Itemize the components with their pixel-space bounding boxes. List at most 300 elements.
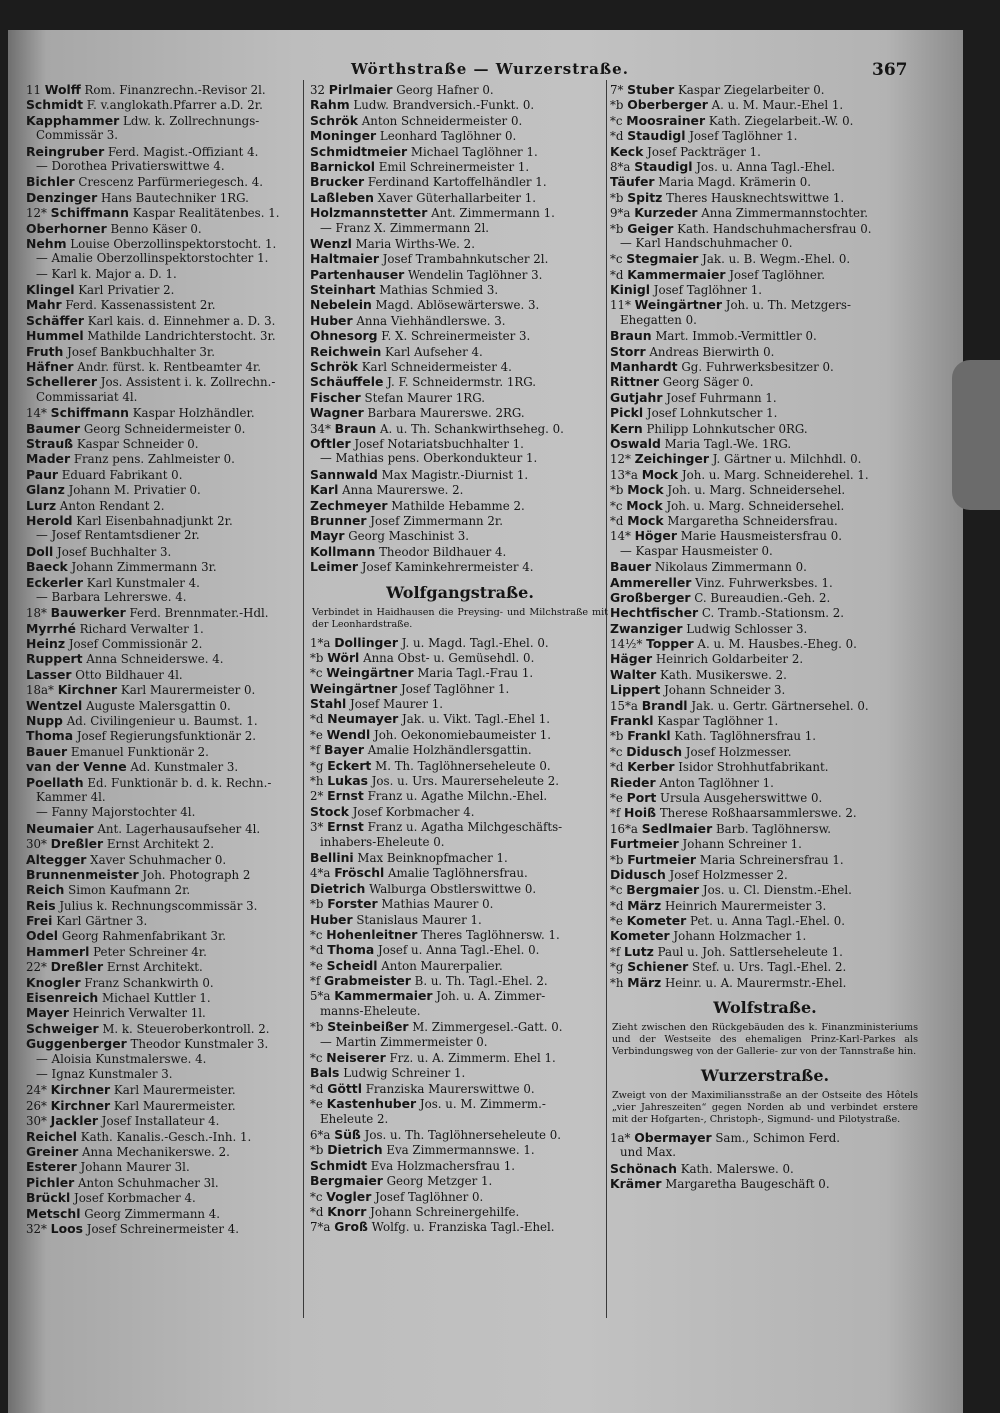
directory-entry — [610, 251, 920, 266]
resident-details: Jos. u. Urs. Maurerseheleute 2. — [371, 774, 559, 789]
directory-entry — [610, 821, 920, 836]
entry-continuation: — Martin Zimmermeister 0. — [320, 1034, 488, 1049]
resident-details: F. v.anglokath.Pfarrer a.D. 2r. — [86, 98, 263, 113]
resident-details: Georg Metzger 1. — [386, 1174, 493, 1189]
resident-surname: Braun — [610, 328, 652, 344]
resident-details: Walburga Obstlerswittwe 0. — [369, 881, 537, 896]
resident-surname: Bergmaier — [310, 1173, 383, 1189]
house-number: *e — [610, 790, 623, 805]
house-number: 30* — [26, 837, 47, 852]
resident-surname: Lurz — [26, 497, 57, 513]
house-number: *c — [610, 252, 623, 267]
directory-entry — [26, 775, 298, 790]
resident-surname: Rittner — [610, 374, 659, 390]
directory-entry — [610, 482, 920, 497]
resident-surname: Grabmeister — [324, 973, 411, 989]
resident-surname: Eckert — [327, 757, 372, 773]
resident-surname: Hohenleitner — [326, 926, 418, 942]
house-number: 7* — [610, 83, 624, 97]
house-number: *b — [610, 729, 624, 744]
resident-details: Johann M. Privatier 0. — [68, 483, 201, 498]
resident-surname: Steinbeißer — [327, 1019, 409, 1035]
directory-entry — [610, 913, 920, 928]
directory-entry — [26, 436, 298, 451]
resident-surname: Süß — [334, 1127, 361, 1142]
directory-entry — [610, 713, 920, 728]
resident-surname: Neumayer — [327, 711, 399, 727]
resident-details: J. F. Schneidermstr. 1RG. — [387, 375, 537, 390]
resident-details: Max Magistr.-Diurnist 1. — [381, 467, 529, 482]
directory-entry — [610, 698, 920, 713]
resident-details: Jos. Assistent i. k. Zollrechn.- — [100, 375, 276, 390]
directory-entry — [26, 621, 298, 636]
house-number: 32 — [310, 83, 326, 97]
house-number: 12* — [610, 452, 631, 467]
resident-details: Stanislaus Maurer 1. — [356, 912, 482, 927]
house-number: *d — [310, 943, 324, 958]
directory-entry — [26, 1206, 298, 1221]
directory-entry — [610, 728, 920, 743]
resident-details: Mathias Maurer 0. — [381, 897, 494, 912]
resident-details: Josef Installateur 4. — [101, 1114, 220, 1129]
resident-surname: Dreßler — [50, 836, 104, 852]
directory-entry — [310, 190, 610, 205]
resident-surname: Schiffmann — [50, 405, 129, 421]
resident-details: Kath. Ziegelarbeit.-W. 0. — [708, 113, 854, 128]
resident-surname: Mayer — [26, 1005, 69, 1021]
directory-entry — [26, 913, 298, 928]
directory-entry — [26, 482, 298, 497]
house-number: 18a* — [26, 683, 54, 698]
resident-surname: Wagner — [310, 405, 364, 421]
resident-details: Heinrich Maurermeister 3. — [664, 898, 827, 913]
resident-surname: Schiener — [627, 959, 689, 975]
resident-details: Georg Hafner 0. — [396, 83, 494, 97]
house-number: *b — [610, 221, 624, 236]
resident-details: Karl Kunstmaler 4. — [86, 575, 200, 590]
house-number: *b — [610, 98, 624, 113]
directory-entry — [310, 205, 610, 220]
resident-details: Josef Trambahnkutscher 2l. — [382, 252, 549, 267]
house-number: *d — [310, 712, 324, 727]
resident-surname: Metschl — [26, 1205, 81, 1221]
directory-entry — [26, 97, 298, 112]
directory-entry — [310, 97, 610, 112]
resident-details: Kath. Musikerswe. 2. — [660, 667, 787, 682]
house-number: *f — [610, 944, 621, 959]
street-description: Verbindet in Haidhausen die Preysing- und Milchstraße mit der Leonhardstraße. — [312, 606, 608, 630]
resident-details: Amalie Taglöhnersfrau. — [388, 866, 528, 881]
directory-entry — [310, 159, 610, 174]
resident-surname: Schrök — [310, 359, 358, 375]
entry-continuation: — Mathias pens. Oberkondukteur 1. — [320, 451, 538, 466]
resident-details: Karl Maurermeister. — [113, 1098, 236, 1113]
resident-details: Barb. Taglöhnersw. — [715, 821, 832, 836]
resident-details: Ludwig Schreiner 1. — [343, 1066, 466, 1081]
resident-surname: Bichler — [26, 174, 75, 190]
resident-details: Ant. Lagerhausaufseher 4l. — [97, 821, 261, 836]
house-number: *e — [310, 1097, 323, 1112]
resident-surname: Mayr — [310, 528, 345, 544]
house-number: 16*a — [610, 821, 638, 836]
directory-entry — [26, 759, 298, 774]
directory-entry — [310, 528, 610, 543]
house-number: 32* — [26, 1221, 47, 1236]
directory-entry — [610, 390, 920, 405]
resident-surname: Kerber — [627, 759, 675, 775]
resident-details: Theres Taglöhnersw. 1. — [421, 927, 560, 942]
house-number: 5*a — [310, 989, 331, 1004]
directory-entry — [310, 374, 610, 389]
directory-entry — [310, 1096, 610, 1111]
directory-entry — [26, 205, 298, 220]
directory-entry — [310, 113, 610, 128]
directory-entry — [610, 667, 920, 682]
resident-details: Anna Zimmermannstochter. — [701, 206, 869, 221]
resident-details: Josef Korbmacher 4. — [352, 804, 475, 819]
resident-details: Karl Eisenbahnadjunkt 2r. — [76, 513, 233, 528]
resident-details: Ant. Zimmermann 1. — [431, 206, 555, 221]
directory-entry — [26, 313, 298, 328]
directory-entry — [26, 928, 298, 943]
resident-details: Ferd. Magist.-Offiziant 4. — [107, 144, 259, 159]
house-number: 34* — [310, 421, 331, 436]
resident-details: Johann Maurer 3l. — [80, 1160, 190, 1175]
directory-entry — [310, 804, 610, 819]
directory-entry — [26, 221, 298, 236]
resident-details: Jos. u. Anna Tagl.-Ehel. — [696, 159, 835, 174]
resident-surname: Oswald — [610, 435, 661, 451]
resident-details: Benno Käser 0. — [110, 221, 202, 236]
resident-surname: Fröschl — [334, 865, 385, 881]
house-number: 18* — [26, 606, 47, 621]
resident-details: Josef Fuhrmann 1. — [666, 390, 777, 405]
resident-surname: Hummel — [26, 328, 84, 344]
resident-surname: Jackler — [50, 1113, 98, 1129]
resident-details: Karl Gärtner 3. — [56, 914, 148, 929]
resident-surname: Mock — [641, 466, 679, 482]
resident-surname: Rieder — [610, 774, 656, 790]
resident-details: Xaver Schuhmacher 0. — [90, 852, 227, 867]
entry-continuation: Ehegatten 0. — [620, 312, 697, 327]
resident-surname: Großberger — [610, 589, 691, 605]
resident-surname: Walter — [610, 666, 657, 682]
resident-details: Georg Maschinist 3. — [348, 529, 470, 544]
resident-details: Ferd. Kassenassistent 2r. — [65, 298, 216, 313]
resident-details: Jak. u. Gertr. Gärtnersehel. 0. — [691, 698, 869, 713]
directory-entry — [610, 113, 920, 128]
resident-details: Josef Regierungsfunktionär 2. — [76, 729, 257, 744]
column-divider-1 — [303, 80, 304, 1318]
directory-entry — [610, 190, 920, 205]
resident-surname: Weingärtner — [634, 297, 722, 313]
resident-surname: Kirchner — [57, 682, 118, 698]
resident-details: J. Gärtner u. Milchhdl. 0. — [712, 452, 862, 467]
directory-entry — [610, 790, 920, 805]
resident-details: Kath. Taglöhnersfrau 1. — [674, 729, 817, 744]
house-number: 1*a — [310, 635, 331, 650]
resident-details: Michael Taglöhner 1. — [410, 144, 538, 159]
resident-details: Crescenz Parfürmeriegesch. 4. — [78, 175, 264, 190]
directory-entry — [610, 605, 920, 620]
resident-surname: Zechmeyer — [310, 497, 388, 513]
resident-surname: Sedlmaier — [641, 820, 713, 836]
resident-details: Heinrich Goldarbeiter 2. — [655, 652, 804, 667]
directory-entry — [310, 144, 610, 159]
directory-entry — [26, 467, 298, 482]
resident-surname: Lasser — [26, 666, 72, 682]
directory-entry — [310, 1189, 610, 1204]
column-1 — [26, 82, 298, 1236]
resident-details: M. Zimmergesel.-Gatt. 0. — [412, 1020, 563, 1035]
house-number: 9*a — [610, 206, 631, 221]
directory-entry — [310, 328, 610, 343]
resident-surname: Schmidt — [26, 97, 84, 113]
resident-surname: Odel — [26, 928, 59, 944]
house-number: 1a* — [610, 1131, 631, 1146]
house-number: 3* — [310, 820, 324, 835]
directory-entry — [310, 912, 610, 927]
resident-surname: Kometer — [626, 913, 687, 929]
resident-surname: Denzinger — [26, 189, 98, 205]
resident-surname: Baumer — [26, 420, 81, 436]
resident-details: Johann Holzmacher 1. — [673, 929, 807, 944]
resident-surname: Oftler — [310, 435, 351, 451]
resident-surname: Holzmannstetter — [310, 205, 428, 221]
resident-details: Johann Schreiner 1. — [682, 837, 802, 852]
resident-details: Eva Holzmachersfrau 1. — [370, 1158, 515, 1173]
house-number: *e — [310, 958, 323, 973]
resident-details: Ernst Architekt 2. — [106, 837, 215, 852]
resident-surname: Reingruber — [26, 143, 105, 159]
directory-entry — [310, 467, 610, 482]
directory-entry — [26, 1159, 298, 1174]
resident-details: Karl Maurermeister 0. — [120, 683, 256, 698]
house-number: 13*a — [610, 467, 638, 482]
resident-surname: Nehm — [26, 235, 67, 251]
resident-surname: Wolff — [44, 82, 81, 97]
house-number: *b — [310, 1143, 324, 1158]
street-heading: Wolfgangstraße. — [386, 582, 534, 602]
resident-surname: Steinhart — [310, 282, 376, 298]
house-number: 7*a — [310, 1220, 331, 1235]
directory-entry — [26, 667, 298, 682]
directory-entry — [26, 605, 298, 620]
entry-continuation: und Max. — [620, 1145, 677, 1160]
resident-details: Louise Oberzollinspektorstocht. 1. — [70, 236, 277, 251]
house-number: *h — [310, 774, 324, 789]
resident-details: Amalie Holzhändlersgattin. — [367, 743, 532, 758]
resident-surname: Myrrhé — [26, 620, 76, 636]
directory-entry — [610, 467, 920, 482]
resident-surname: Schönach — [610, 1160, 677, 1176]
resident-details: Georg Rahmenfabrikant 3r. — [61, 929, 227, 944]
directory-entry — [26, 1021, 298, 1036]
directory-entry — [310, 711, 610, 726]
directory-entry — [310, 988, 610, 1003]
resident-surname: Kurzeder — [634, 205, 698, 221]
resident-details: Maria Tagl.-We. 1RG. — [664, 436, 792, 451]
resident-surname: Reis — [26, 897, 56, 913]
resident-surname: Kammermaier — [627, 266, 726, 282]
directory-entry — [26, 421, 298, 436]
resident-surname: Staudigl — [627, 128, 686, 144]
resident-details: Maria Schreinersfrau 1. — [699, 852, 844, 867]
directory-entry — [310, 865, 610, 880]
resident-surname: Baeck — [26, 559, 68, 575]
resident-details: Joh. u. Th. Metzgers- — [725, 298, 851, 313]
resident-surname: Kern — [610, 420, 643, 436]
directory-entry — [310, 758, 610, 773]
directory-entry — [26, 1221, 298, 1236]
resident-surname: Glanz — [26, 482, 65, 498]
resident-details: Simon Kaufmann 2r. — [68, 883, 191, 898]
house-number: *f — [610, 806, 621, 821]
directory-entry — [26, 713, 298, 728]
directory-entry — [310, 1127, 610, 1142]
resident-details: J. u. Magd. Tagl.-Ehel. 0. — [401, 635, 549, 650]
resident-details: Anton Schuhmacher 3l. — [78, 1175, 219, 1190]
resident-details: Theodor Bildhauer 4. — [379, 544, 507, 559]
entry-continuation: — Dorothea Privatierswittwe 4. — [36, 158, 225, 173]
resident-details: B. u. Th. Tagl.-Ehel. 2. — [414, 974, 548, 989]
entry-continuation: Eheleute 2. — [320, 1111, 389, 1126]
directory-entry — [26, 359, 298, 374]
resident-surname: Haltmaier — [310, 251, 379, 267]
resident-details: Andr. fürst. k. Rentbeamter 4r. — [77, 360, 261, 375]
directory-entry — [310, 773, 610, 788]
resident-details: Johann Schreinergehilfe. — [370, 1204, 520, 1219]
resident-surname: Häfner — [26, 359, 74, 375]
directory-entry — [610, 205, 920, 220]
house-number: *c — [610, 113, 623, 128]
directory-entry — [610, 836, 920, 851]
resident-surname: Kirchner — [50, 1082, 111, 1098]
resident-details: Theres Hausknechtswittwe 1. — [666, 190, 845, 205]
entry-continuation: Kammer 4l. — [36, 789, 106, 804]
directory-entry — [310, 1142, 610, 1157]
resident-details: Pet. u. Anna Tagl.-Ehel. 0. — [690, 914, 846, 929]
house-number: 6*a — [310, 1128, 331, 1142]
directory-entry — [26, 821, 298, 836]
resident-details: Anna Obst- u. Gemüsehdl. 0. — [363, 650, 535, 665]
directory-entry — [310, 927, 610, 942]
directory-entry — [26, 1005, 298, 1020]
resident-surname: Krämer — [610, 1176, 662, 1192]
resident-details: Eva Zimmermannswe. 1. — [386, 1143, 535, 1158]
resident-surname: Bayer — [324, 742, 365, 758]
house-number: *b — [610, 483, 624, 498]
resident-surname: Ohnesorg — [310, 328, 378, 344]
resident-surname: Ernst — [327, 788, 364, 804]
directory-entry — [26, 374, 298, 389]
resident-details: Josef Korbmacher 4. — [73, 1191, 196, 1206]
resident-surname: Brandl — [641, 697, 688, 713]
resident-details: Josef Holzmesser. — [685, 744, 792, 759]
house-number: *b — [310, 650, 324, 665]
resident-surname: Rahm — [310, 97, 350, 113]
directory-entry — [310, 635, 610, 650]
house-number: *f — [310, 743, 321, 758]
resident-details: Franz u. Agathe Milchn.-Ehel. — [367, 789, 548, 804]
resident-details: Joh. Oekonomiebaumeister 1. — [373, 727, 551, 742]
resident-surname: Bauer — [610, 559, 652, 575]
directory-entry — [26, 297, 298, 312]
resident-surname: Nebelein — [310, 297, 372, 313]
directory-entry — [610, 451, 920, 466]
resident-details: Josef Bankbuchhalter 3r. — [67, 344, 216, 359]
house-number: *h — [610, 975, 624, 990]
directory-entry — [26, 559, 298, 574]
resident-surname: Kollmann — [310, 543, 376, 559]
resident-details: Richard Verwalter 1. — [79, 621, 204, 636]
resident-surname: Höger — [634, 528, 677, 544]
directory-entry — [26, 328, 298, 343]
resident-details: Sam., Schimon Ferd. — [715, 1131, 841, 1146]
resident-details: Anna Schneiderswe. 4. — [86, 652, 224, 667]
directory-entry — [310, 267, 610, 282]
resident-surname: Sannwald — [310, 466, 378, 482]
resident-details: Nikolaus Zimmermann 0. — [654, 560, 807, 575]
resident-details: Isidor Strohhutfabrikant. — [678, 760, 829, 775]
street-description: Zieht zwischen den Rückgebäuden des k. Finanzministeriums und der Westseite des ehemaligen Prinz-Karl-Parkes als Verbindungsweg von der Gallerie- zur von der Tannstraße hin. — [612, 1022, 918, 1058]
directory-entry — [310, 819, 610, 834]
resident-surname: Storr — [610, 343, 646, 359]
house-number: 11 — [26, 83, 42, 97]
house-number: *e — [610, 914, 623, 929]
resident-surname: Herold — [26, 512, 73, 528]
resident-surname: Stock — [310, 803, 349, 819]
directory-entry — [310, 1081, 610, 1096]
resident-details: Maria Tagl.-Frau 1. — [417, 666, 534, 681]
resident-details: Josef Lohnkutscher 1. — [646, 406, 778, 421]
house-number: *e — [310, 727, 323, 742]
resident-surname: Stuber — [627, 82, 675, 97]
resident-details: Johann Schneider 3. — [664, 683, 786, 698]
directory-entry — [26, 990, 298, 1005]
resident-details: Georg Zimmermann 4. — [84, 1206, 221, 1221]
resident-details: Josef Taglöhner. — [729, 267, 825, 282]
directory-entry — [310, 881, 610, 896]
entry-continuation: — Fanny Majorstochter 4l. — [36, 805, 196, 820]
resident-surname: van der Venne — [26, 759, 127, 775]
resident-surname: Braun — [334, 420, 377, 436]
directory-entry — [610, 328, 920, 343]
resident-details: Kaspar Schneider 0. — [76, 436, 199, 451]
resident-surname: Lukas — [327, 773, 368, 789]
resident-surname: Brückl — [26, 1190, 71, 1206]
resident-surname: Strauß — [26, 435, 74, 451]
entry-continuation: — Barbara Lehrerswe. 4. — [36, 589, 187, 604]
resident-details: Josef Taglöhner 0. — [375, 1189, 484, 1204]
resident-surname: Weingärtner — [310, 680, 398, 696]
directory-entry — [26, 1129, 298, 1144]
resident-surname: Schellerer — [26, 374, 98, 390]
directory-entry — [310, 359, 610, 374]
column-3 — [610, 82, 920, 1192]
directory-entry — [610, 621, 920, 636]
resident-surname: Schäuffele — [310, 374, 384, 390]
resident-details: Eduard Fabrikant 0. — [61, 467, 183, 482]
house-number: *f — [310, 974, 321, 989]
directory-entry — [310, 742, 610, 757]
resident-surname: Didusch — [626, 743, 683, 759]
resident-surname: Mock — [626, 497, 663, 513]
resident-surname: Eckerler — [26, 574, 83, 590]
resident-surname: Vogler — [326, 1188, 372, 1204]
resident-surname: Greiner — [26, 1143, 79, 1159]
resident-details: Mathilde Hebamme 2. — [391, 498, 525, 513]
